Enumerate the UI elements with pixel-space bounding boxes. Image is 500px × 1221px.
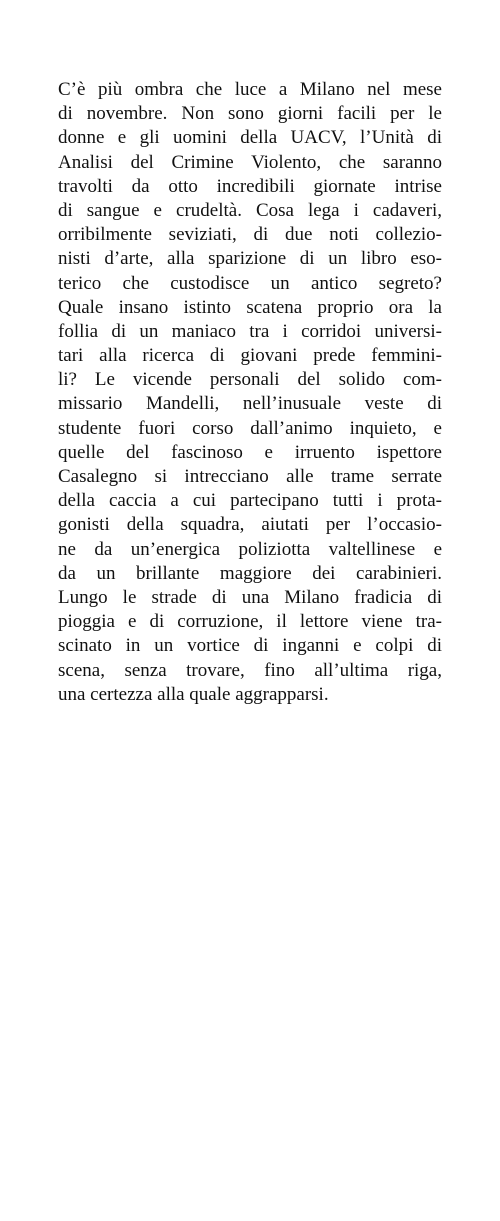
text-line: Quale insano istinto scatena proprio ora la xyxy=(58,296,442,318)
text-line: pioggia e di corruzione, il lettore viene tra- xyxy=(58,611,442,633)
text-line: Casalegno si intrecciano alle trame serrate xyxy=(58,466,442,487)
text-line: di novembre. Non sono giorni facili per le xyxy=(58,103,442,125)
text-line: scinato in un vortice di inganni e colpi di xyxy=(58,635,442,657)
text-line: li? Le vicende personali del solido com- xyxy=(58,369,442,391)
text-line: orribilmente seviziati, di due noti collezio- xyxy=(58,224,442,246)
text-line: nisti d’arte, alla sparizione di un libro eso- xyxy=(58,248,442,270)
text-line: Analisi del Crimine Violento, che saranno xyxy=(58,151,442,173)
text-line: della caccia a cui partecipano tutti i prota- xyxy=(58,490,442,512)
text-line: gonisti della squadra, aiutati per l’occasio- xyxy=(58,514,442,536)
text-line: di sangue e crudeltà. Cosa lega i cadaveri, xyxy=(58,199,442,221)
text-line: Lungo le strade di una Milano fradicia di xyxy=(58,586,442,608)
text-line: terico che custodisce un antico segreto? xyxy=(58,272,442,294)
text-line: quelle del fascinoso e irruento ispettore xyxy=(58,441,442,463)
text-line: una certezza alla quale aggrapparsi. xyxy=(58,683,329,705)
text-line: ne da un’energica poliziotta valtellinese e xyxy=(58,538,442,560)
text-line: missario Mandelli, nell’inusuale veste di xyxy=(58,393,442,415)
synopsis-paragraph xyxy=(58,78,442,707)
text-line: travolti da otto incredibili giornate intrise xyxy=(58,175,442,197)
text-line: da un brillante maggiore dei carabinieri. xyxy=(58,562,442,584)
text-line: scena, senza trovare, fino all’ultima riga, xyxy=(58,659,442,681)
text-line: studente fuori corso dall’animo inquieto, e xyxy=(58,417,442,439)
text-line: follia di un maniaco tra i corridoi universi- xyxy=(58,320,442,342)
text-line: tari alla ricerca di giovani prede femmini- xyxy=(58,345,442,367)
text-line: donne e gli uomini della UACV, l’Unità di xyxy=(58,127,442,149)
text-line: C’è più ombra che luce a Milano nel mese xyxy=(58,79,442,100)
